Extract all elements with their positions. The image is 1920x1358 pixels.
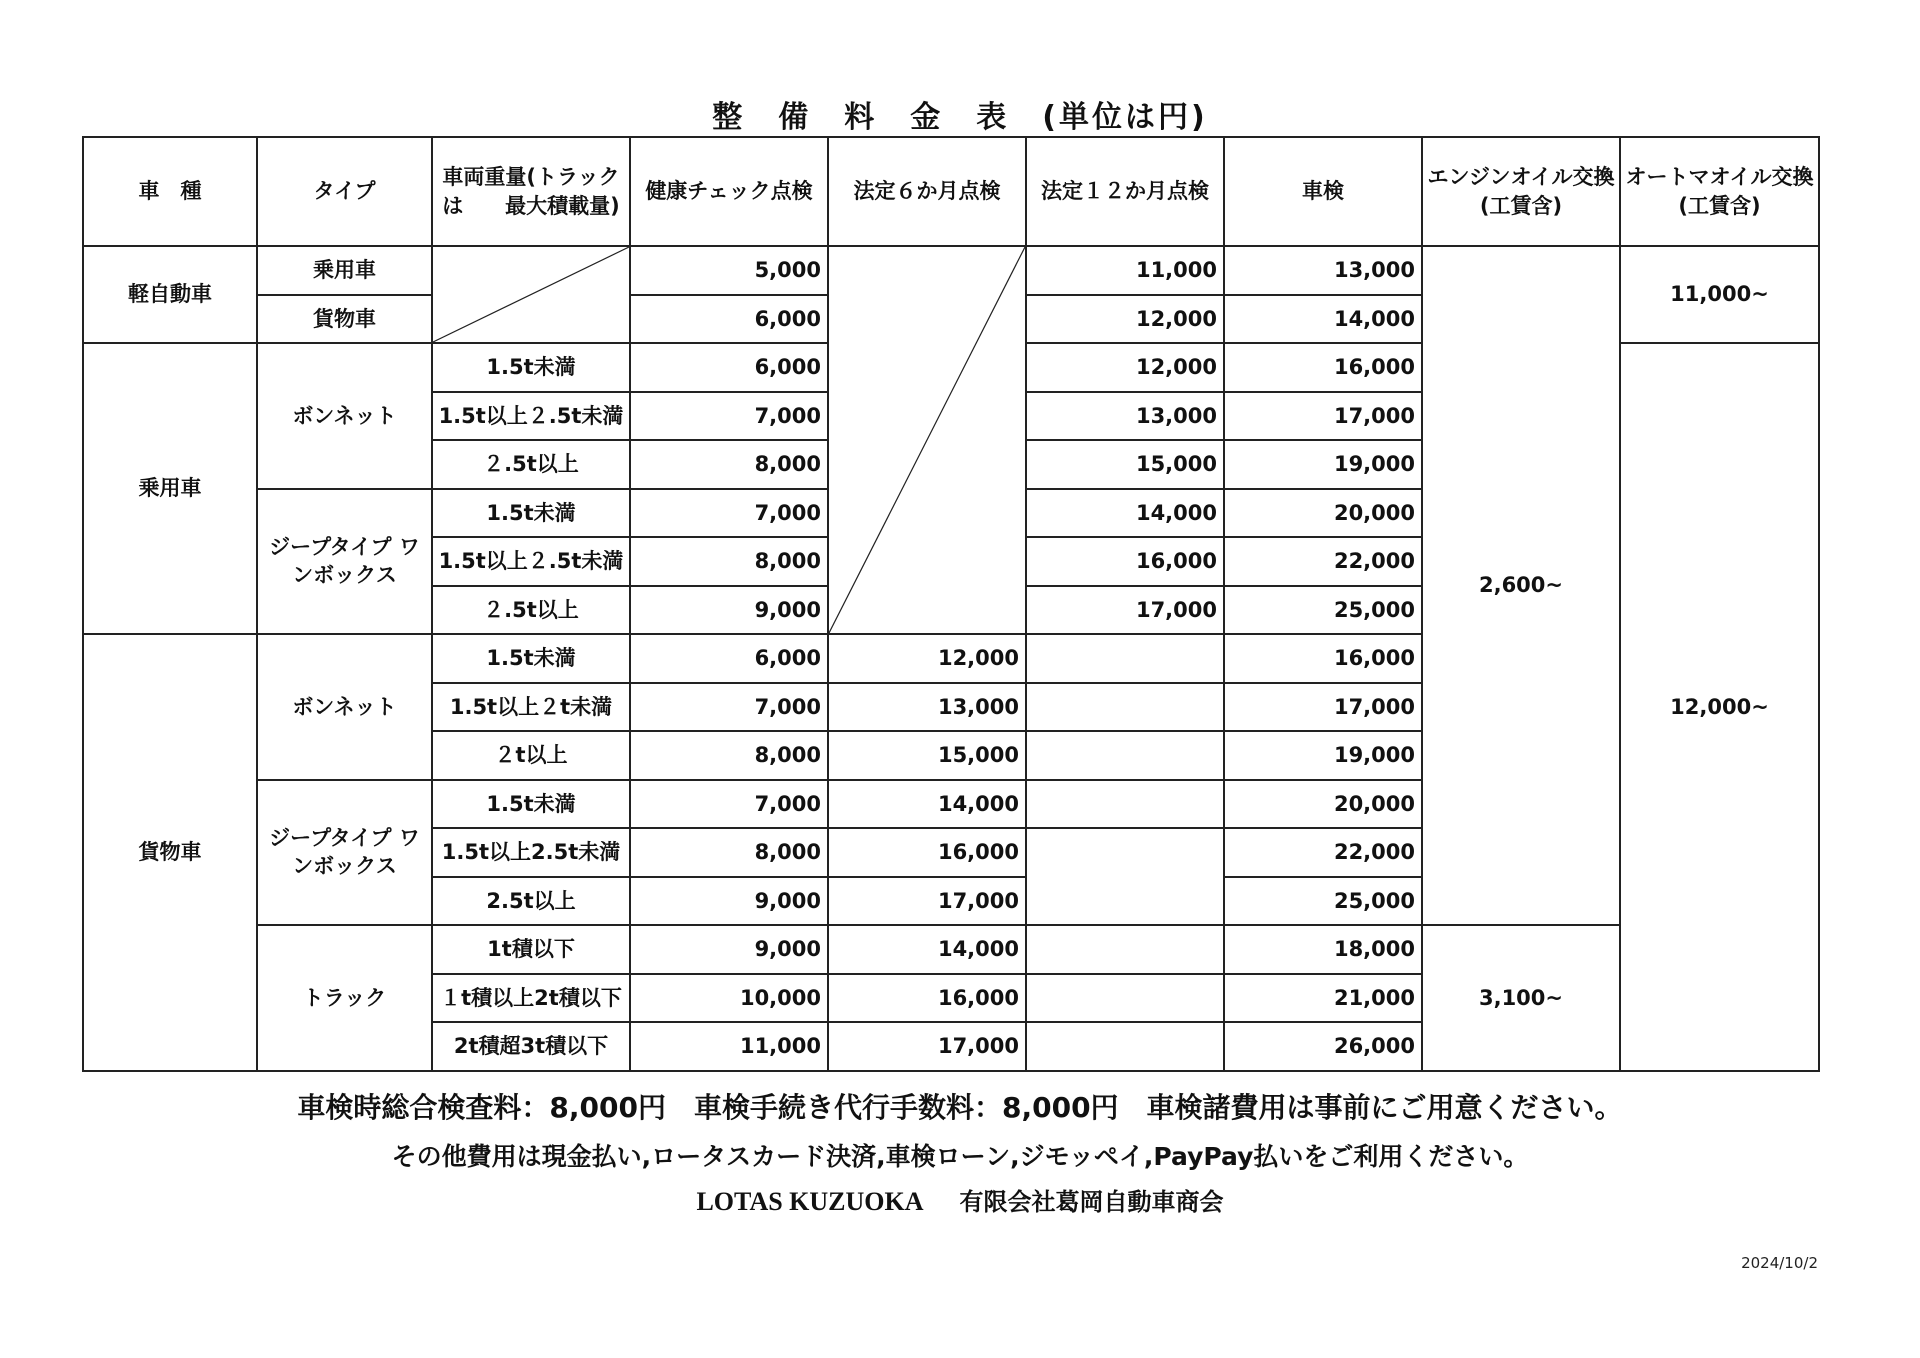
header-health-check: 健康チェック点検 — [630, 137, 828, 246]
weight-cell: ２t以上 — [432, 731, 630, 780]
shaken-cell: 14,000 — [1224, 295, 1422, 344]
company-name: 有限会社葛岡自動車商会 — [959, 1188, 1224, 1216]
weight-cell: 1.5t未満 — [432, 343, 630, 392]
health-cell: 8,000 — [630, 537, 828, 586]
m12-cell: 14,000 — [1026, 489, 1224, 538]
shaken-cell: 20,000 — [1224, 489, 1422, 538]
shaken-cell: 25,000 — [1224, 877, 1422, 926]
shaken-cell: 22,000 — [1224, 828, 1422, 877]
m12-cell: 13,000 — [1026, 392, 1224, 441]
table-row — [83, 246, 1819, 295]
m12-cell: 12,000 — [1026, 295, 1224, 344]
health-cell: 10,000 — [630, 974, 828, 1023]
weight-cell: 1.5t未満 — [432, 634, 630, 683]
shaken-cell: 16,000 — [1224, 634, 1422, 683]
engine-oil-main: 2,600~ — [1422, 246, 1620, 925]
weight-cell: １t積以上2t積以下 — [432, 974, 630, 1023]
category-passenger: 乗用車 — [83, 343, 257, 634]
type-cell: ジープタイプ ワンボックス — [257, 780, 432, 926]
shaken-cell: 13,000 — [1224, 246, 1422, 295]
category-kei: 軽自動車 — [83, 246, 257, 343]
m12-empty-cell — [1026, 683, 1224, 732]
health-cell: 9,000 — [630, 925, 828, 974]
m12-empty-cell — [1026, 828, 1224, 925]
header-inspection-12m: 法定１２か月点検 — [1026, 137, 1224, 246]
health-cell: 8,000 — [630, 440, 828, 489]
weight-cell: 1t積以下 — [432, 925, 630, 974]
shaken-cell: 17,000 — [1224, 392, 1422, 441]
health-cell: 7,000 — [630, 780, 828, 829]
m12-empty-cell — [1026, 1022, 1224, 1071]
weight-cell: 1.5t以上2.5t未満 — [432, 828, 630, 877]
weight-cell: ２.5t以上 — [432, 440, 630, 489]
m12-cell: 16,000 — [1026, 537, 1224, 586]
m12-cell: 15,000 — [1026, 440, 1224, 489]
brand-name: LOTAS KUZUOKA — [696, 1187, 924, 1216]
table-header-row — [83, 137, 1819, 246]
header-engine-oil: エンジンオイル交換(工賃含) — [1422, 137, 1620, 246]
health-cell: 7,000 — [630, 683, 828, 732]
m6-cell: 14,000 — [828, 925, 1026, 974]
health-cell: 7,000 — [630, 392, 828, 441]
m12-empty-cell — [1026, 634, 1224, 683]
m12-empty-cell — [1026, 925, 1224, 974]
type-cell: ボンネット — [257, 343, 432, 489]
engine-oil-truck: 3,100~ — [1422, 925, 1620, 1071]
footer-payment-note: その他費用は現金払い,ロータスカード決済,車検ローン,ジモッペイ,PayPay払いをご利用ください。 — [391, 1142, 1529, 1171]
m6-cell: 14,000 — [828, 780, 1026, 829]
header-shaken: 車検 — [1224, 137, 1422, 246]
weight-cell: ２.5t以上 — [432, 586, 630, 635]
weight-na-cell — [432, 246, 630, 343]
header-at-oil: オートマオイル交換(工賃含) — [1620, 137, 1819, 246]
footer-company — [0, 1182, 1920, 1217]
shaken-cell: 19,000 — [1224, 440, 1422, 489]
at-oil-kei: 11,000~ — [1620, 246, 1819, 343]
header-weight: 車両重量(トラックは 最大積載量) — [432, 137, 630, 246]
weight-cell: 1.5t以上２.5t未満 — [432, 537, 630, 586]
at-oil-main: 12,000~ — [1620, 343, 1819, 1071]
header-type: タイプ — [257, 137, 432, 246]
health-cell: 9,000 — [630, 877, 828, 926]
type-cell: 乗用車 — [257, 246, 432, 295]
shaken-cell: 16,000 — [1224, 343, 1422, 392]
m6-cell: 17,000 — [828, 877, 1026, 926]
shaken-cell: 20,000 — [1224, 780, 1422, 829]
weight-cell: 1.5t以上２.5t未満 — [432, 392, 630, 441]
weight-cell: 1.5t未満 — [432, 489, 630, 538]
diagonal-line — [433, 247, 629, 342]
m12-cell: 17,000 — [1026, 586, 1224, 635]
document-date: 2024/10/2 — [1741, 1254, 1818, 1272]
shaken-cell: 25,000 — [1224, 586, 1422, 635]
health-cell: 11,000 — [630, 1022, 828, 1071]
health-cell: 8,000 — [630, 828, 828, 877]
table-row — [83, 925, 1819, 974]
shaken-cell: 22,000 — [1224, 537, 1422, 586]
health-cell: 6,000 — [630, 343, 828, 392]
m6-cell: 16,000 — [828, 828, 1026, 877]
diagonal-line — [829, 247, 1025, 633]
health-cell: 7,000 — [630, 489, 828, 538]
type-cell: ジープタイプ ワンボックス — [257, 489, 432, 635]
shaken-cell: 26,000 — [1224, 1022, 1422, 1071]
weight-cell: 2t積超3t積以下 — [432, 1022, 630, 1071]
weight-cell: 1.5t以上２t未満 — [432, 683, 630, 732]
shaken-cell: 19,000 — [1224, 731, 1422, 780]
m12-empty-cell — [1026, 780, 1224, 829]
health-cell: 6,000 — [630, 295, 828, 344]
type-cell: 貨物車 — [257, 295, 432, 344]
health-cell: 8,000 — [630, 731, 828, 780]
shaken-cell: 17,000 — [1224, 683, 1422, 732]
shaken-cell: 18,000 — [1224, 925, 1422, 974]
header-inspection-6m: 法定６か月点検 — [828, 137, 1026, 246]
health-cell: 9,000 — [630, 586, 828, 635]
m12-cell: 11,000 — [1026, 246, 1224, 295]
category-cargo: 貨物車 — [83, 634, 257, 1071]
health-cell: 6,000 — [630, 634, 828, 683]
header-car-type: 車 種 — [83, 137, 257, 246]
m12-cell: 12,000 — [1026, 343, 1224, 392]
m12-empty-cell — [1026, 974, 1224, 1023]
m12-empty-cell — [1026, 731, 1224, 780]
m6-cell: 17,000 — [828, 1022, 1026, 1071]
type-cell: トラック — [257, 925, 432, 1071]
m6-cell: 12,000 — [828, 634, 1026, 683]
m6-cell: 13,000 — [828, 683, 1026, 732]
page-title: 整 備 料 金 表 (単位は円) — [712, 100, 1208, 135]
type-cell: ボンネット — [257, 634, 432, 780]
shaken-cell: 21,000 — [1224, 974, 1422, 1023]
m6-na-cell — [828, 246, 1026, 634]
m6-cell: 15,000 — [828, 731, 1026, 780]
footer-fees-note: 車検時総合検査料：8,000円 車検手続き代行手数料：8,000円 車検諸費用は事前にご用意ください。 — [297, 1091, 1623, 1124]
health-cell: 5,000 — [630, 246, 828, 295]
weight-cell: 2.5t以上 — [432, 877, 630, 926]
m6-cell: 16,000 — [828, 974, 1026, 1023]
weight-cell: 1.5t未満 — [432, 780, 630, 829]
price-table — [82, 136, 1820, 1072]
